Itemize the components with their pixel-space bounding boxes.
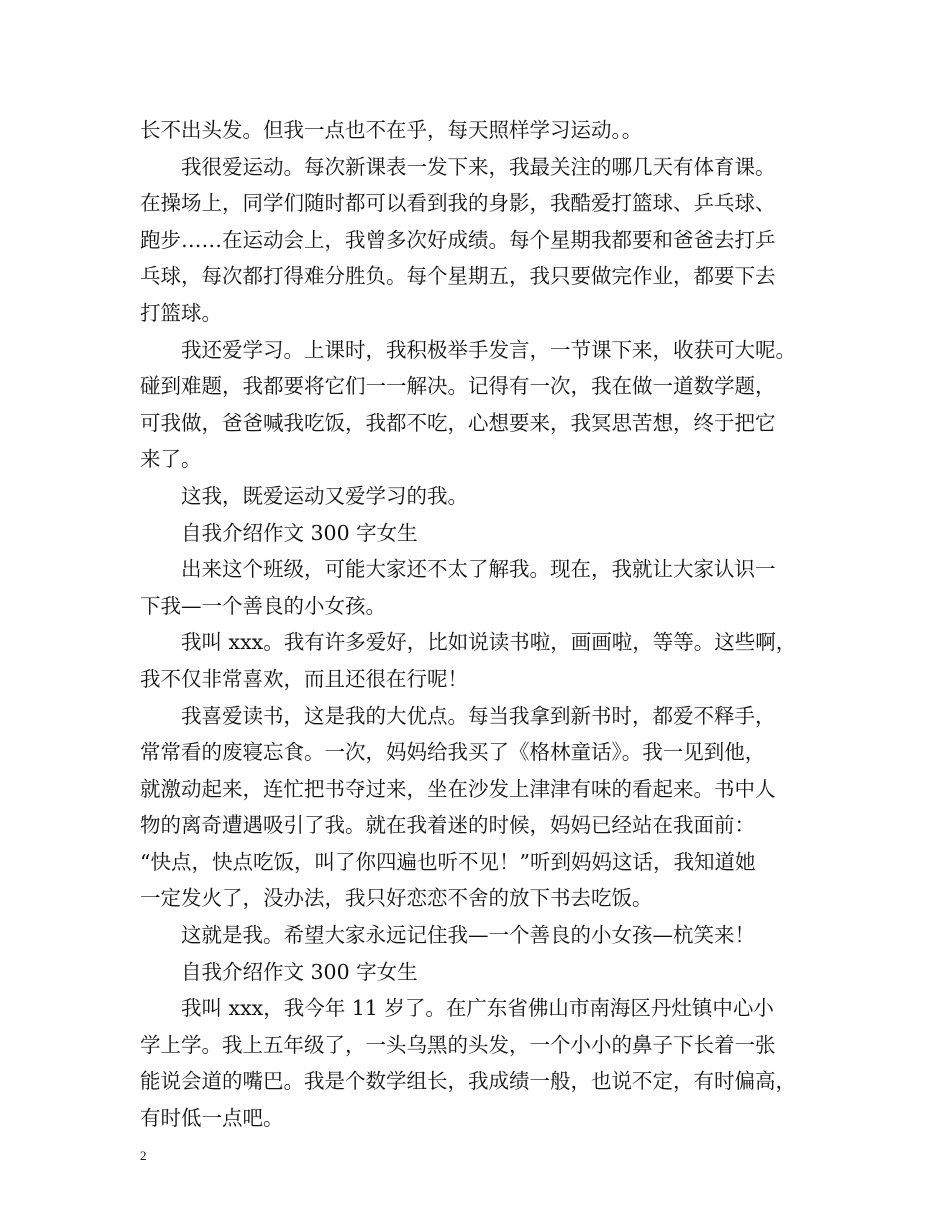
text-line: 就激动起来，连忙把书夺过来，坐在沙发上津津有味的看起来。书中人 [140, 776, 776, 801]
paragraph-first-line: 出来这个班级，可能大家还不太了解我。现在，我就让大家认识一 [181, 557, 776, 582]
paragraph-first-line: 我喜爱读书，这是我的大优点。每当我拿到新书时，都爱不释手， [181, 703, 776, 728]
paragraph-first-line: 我还爱学习。上课时，我积极举手发言，一节课下来，收获可大呢。 [181, 337, 796, 362]
text-line: 打篮球。 [140, 300, 222, 325]
paragraph-first-line: 自我介绍作文 300 字女生 [181, 959, 418, 984]
document-body [140, 112, 830, 1137]
text-line: 来了。 [140, 447, 202, 472]
page-number: 2 [140, 1148, 147, 1163]
text-line: 跑步……在运动会上，我曾多次好成绩。每个星期我都要和爸爸去打乒 [140, 227, 776, 252]
paragraph-first-line: 我叫 xxx。我有许多爱好，比如说读书啦，画画啦，等等。这些啊， [181, 630, 797, 655]
text-line: 我不仅非常喜欢，而且还很在行呢！ [140, 666, 468, 691]
text-line: 学上学。我上五年级了，一头乌黑的头发，一个小小的鼻子下长着一张 [140, 1032, 776, 1057]
text-line: 碰到难题，我都要将它们一一解决。记得有一次，我在做一道数学题， [140, 374, 776, 399]
paragraph-first-line: 我叫 xxx，我今年 11 岁了。在广东省佛山市南海区丹灶镇中心小 [181, 996, 774, 1021]
paragraph-first-line: 自我介绍作文 300 字女生 [181, 520, 418, 545]
paragraph-first-line: 这就是我。希望大家永远记住我—一个善良的小女孩—杭笑来！ [181, 923, 755, 948]
text-line: 物的离奇遭遇吸引了我。就在我着迷的时候，妈妈已经站在我面前： [140, 813, 755, 838]
text-line: 常常看的废寝忘食。一次，妈妈给我买了《格林童话》。我一见到他， [140, 740, 766, 765]
text-line: 乓球，每次都打得难分胜负。每个星期五，我只要做完作业，都要下去 [140, 264, 776, 289]
text-line: “快点，快点吃饭，叫了你四遍也听不见！”听到妈妈这话，我知道她 [140, 849, 756, 874]
paragraph-first-line: 我很爱运动。每次新课表一发下来，我最关注的哪几天有体育课。 [181, 154, 776, 179]
text-line: 下我—一个善良的小女孩。 [140, 593, 386, 618]
text-line: 一定发火了，没办法，我只好恋恋不舍的放下书去吃饭。 [140, 886, 653, 911]
text-line: 长不出头发。但我一点也不在乎，每天照样学习运动。。 [140, 118, 643, 142]
text-line: 能说会道的嘴巴。我是个数学组长，我成绩一般，也说不定，有时偏高， [140, 1069, 796, 1094]
text-line: 有时低一点吧。 [140, 1106, 284, 1131]
text-line: 可我做，爸爸喊我吃饭，我都不吃，心想要来，我冥思苦想，终于把它 [140, 410, 776, 435]
paragraph-first-line: 这我，既爱运动又爱学习的我。 [181, 483, 468, 508]
text-line: 在操场上，同学们随时都可以看到我的身影，我酷爱打篮球、乒乓球、 [140, 191, 776, 216]
